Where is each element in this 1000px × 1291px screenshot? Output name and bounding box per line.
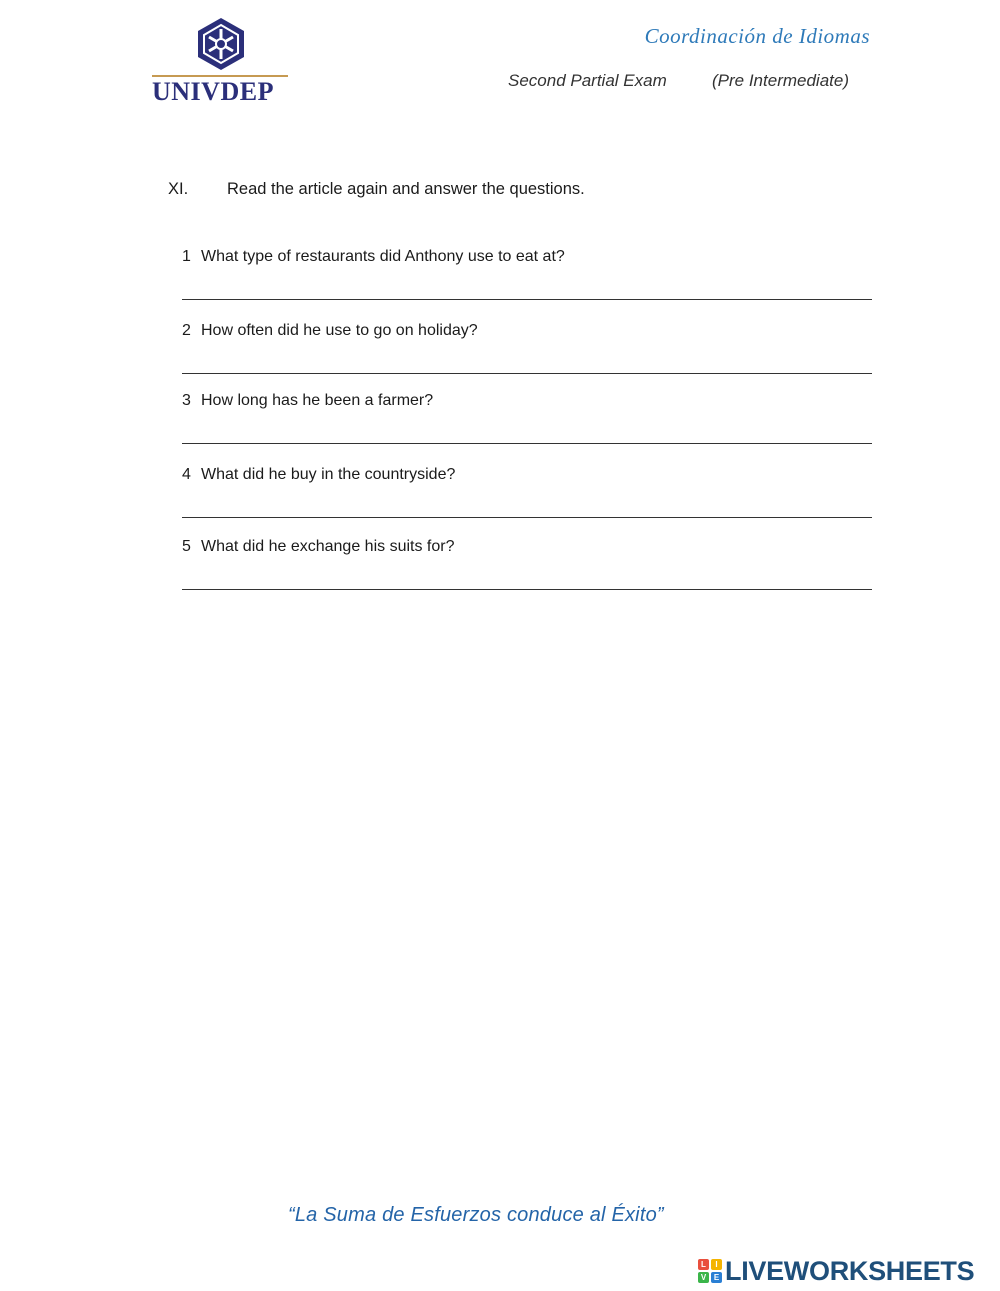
question-item [182,392,874,442]
logo-wordmark: UNIVDEP [152,77,274,106]
liveworksheets-brand [698,1256,974,1286]
badge-letter: I [711,1259,722,1270]
section-number: XI. [168,180,189,198]
liveworksheets-wordmark: LIVEWORKSHEETS [725,1255,975,1286]
univdep-logo [150,16,292,106]
department-title: Coordinación de Idiomas [644,24,870,48]
answer-input-5[interactable] [182,569,872,590]
question-text: What did he exchange his suits for? [201,538,455,555]
exam-name: Second Partial Exam [508,71,667,90]
answer-input-2[interactable] [182,353,872,374]
univdep-emblem-icon [193,16,249,72]
badge-letter: V [698,1272,709,1283]
question-item [182,248,874,298]
question-text: How long has he been a farmer? [201,392,434,409]
question-item [182,466,874,516]
question-text: What type of restaurants did Anthony use to eat at? [201,248,565,265]
question-number: 4 [182,466,191,483]
question-number: 3 [182,392,191,409]
answer-input-1[interactable] [182,279,872,300]
badge-letter: E [711,1272,722,1283]
liveworksheets-badge-icon [698,1259,722,1283]
section-instruction: Read the article again and answer the questions. [227,180,585,198]
question-number: 1 [182,248,191,265]
badge-letter: L [698,1259,709,1270]
answer-input-4[interactable] [182,497,872,518]
question-text: How often did he use to go on holiday? [201,322,478,339]
question-text: What did he buy in the countryside? [201,466,456,483]
question-number: 5 [182,538,191,555]
footer-motto: “La Suma de Esfuerzos conduce al Éxito” [288,1204,664,1226]
question-item [182,322,874,372]
answer-input-3[interactable] [182,423,872,444]
exam-level: (Pre Intermediate) [712,71,849,90]
question-number: 2 [182,322,191,339]
question-item [182,538,874,588]
